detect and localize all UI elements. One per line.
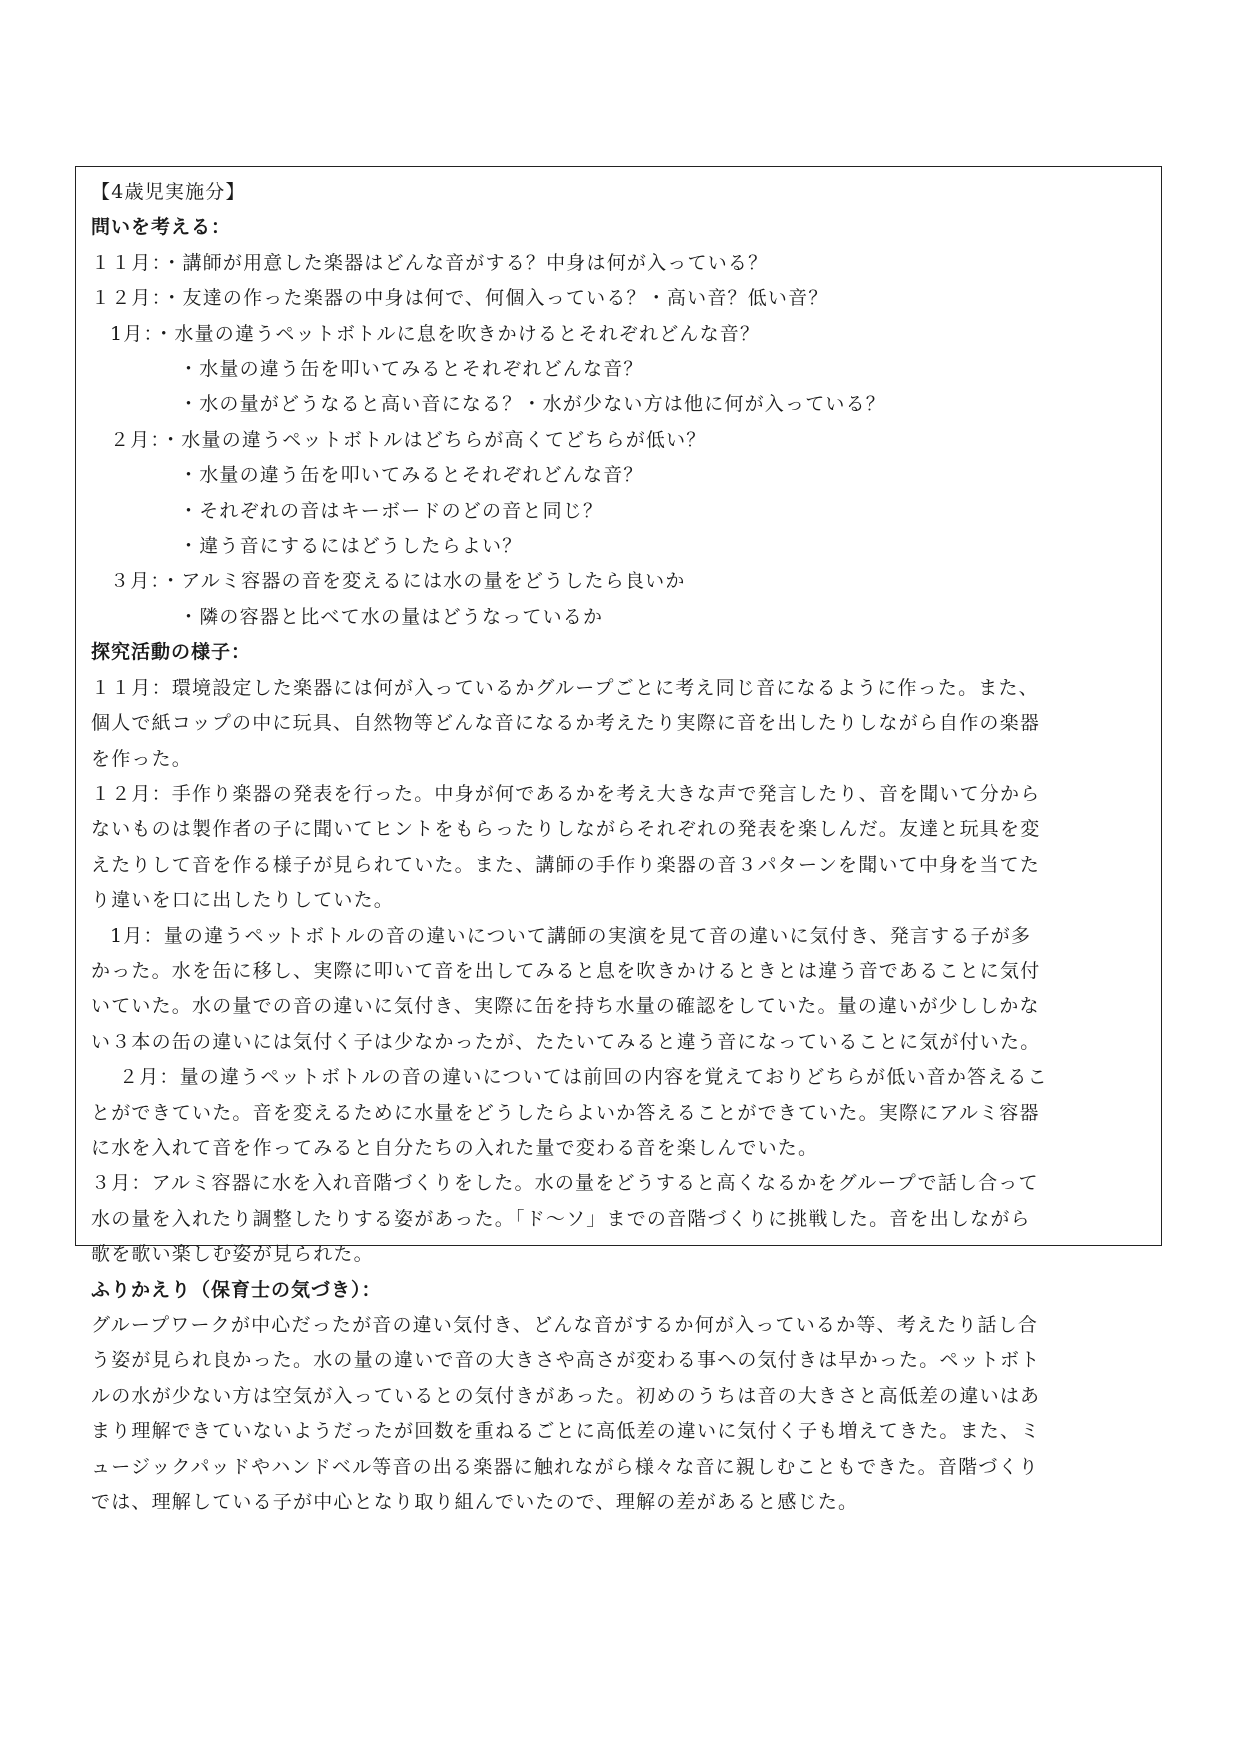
question-line: 1月：・水量の違うペットボトルに息を吹きかけるとそれぞれどんな音？	[110, 322, 761, 345]
activity-line: 1月：量の違うペットボトルの音の違いについて講師の実演を見て音の違いに気付き、発言する子が多	[110, 924, 1032, 947]
activity-line: い３本の缶の違いには気付く子は少なかったが、たたいてみると違う音になっていることに気が付いた。	[91, 1030, 1041, 1053]
activity-line: 水の量を入れたり調整したりする姿があった。「ド～ソ」までの音階づくりに挑戦した。音を出しながら	[91, 1207, 1031, 1230]
question-line: ２月：・水量の違うペットボトルはどちらが高くてどちらが低い？	[110, 428, 707, 451]
activity-line: 個人で紙コップの中に玩具、自然物等どんな音になるか考えたり実際に音を出したりしながら自作の楽器	[91, 712, 1041, 735]
activities-heading: 探究活動の様子：	[91, 641, 252, 664]
activity-line: ３月：アルミ容器に水を入れ音階づくりをした。水の量をどうすると高くなるかをグループで話し合って	[91, 1172, 1039, 1195]
question-line: ・違う音にするにはどうしたらよい？	[179, 535, 523, 558]
question-line: １２月：・友達の作った楽器の中身は何で、何個入っている？・高い音？低い音？	[91, 287, 829, 310]
reflection-line: う姿が見られ良かった。水の量の違いで音の大きさや高さが変わる事への気付きは早かった。ペットボト	[91, 1349, 1041, 1372]
activity-line: えたりして音を作る様子が見られていた。また、講師の手作り楽器の音３パターンを聞いて中身を当てた	[91, 853, 1041, 876]
reflection-line: グループワークが中心だったが音の違い気付き、どんな音がするか何が入っているか等、考えたり話し合	[91, 1314, 1039, 1336]
activity-line: １２月：手作り楽器の発表を行った。中身が何であるかを考え大きな声で発言したり、音を聞いて分から	[91, 782, 1041, 805]
question-line: ・それぞれの音はキーボードのどの音と同じ？	[179, 499, 604, 522]
reflection-line: ルの水が少ない方は空気が入っているとの気付きがあった。初めのうちは音の大きさと高低差の違いはあ	[91, 1384, 1041, 1407]
activity-line: 歌を歌い楽しむ姿が見られた。	[91, 1243, 374, 1266]
activity-line: ２月：量の違うペットボトルの音の違いについては前回の内容を覚えておりどちらが低い音か答えるこ	[119, 1066, 1048, 1089]
document-title: 【4歳児実施分】	[91, 181, 246, 203]
activity-line: １１月：環境設定した楽器には何が入っているかグループごとに考え同じ音になるように作った。また、	[91, 676, 1039, 699]
activity-line: を作った。	[91, 747, 193, 770]
questions-heading: 問いを考える：	[91, 216, 232, 239]
question-line: １１月：・講師が用意した楽器はどんな音がする？中身は何が入っている？	[91, 251, 769, 274]
reflection-heading: ふりかえり（保育士の気づき）：	[91, 1278, 382, 1301]
question-line: ３月：・アルミ容器の音を変えるには水の量をどうしたら良いか	[110, 570, 686, 593]
question-line: ・隣の容器と比べて水の量はどうなっているか	[179, 605, 604, 628]
activity-line: に水を入れて音を作ってみると自分たちの入れた量で変わる音を楽しんでいた。	[91, 1136, 819, 1159]
activity-line: り違いを口に出したりしていた。	[91, 889, 395, 912]
question-line: ・水量の違う缶を叩いてみるとそれぞれどんな音？	[179, 464, 644, 487]
report-box	[75, 166, 1162, 1514]
question-line: ・水量の違う缶を叩いてみるとそれぞれどんな音？	[179, 358, 644, 381]
reflection-line: ュージックパッドやハンドベル等音の出る楽器に触れながら様々な音に親しむこともできた。音階づくり	[91, 1455, 1039, 1478]
activity-line: とができていた。音を変えるために水量をどうしたらよいか答えることができていた。実際にアルミ容器	[91, 1101, 1040, 1124]
reflection-line: では、理解している子が中心となり取り組んでいたので、理解の差があると感じた。	[91, 1491, 859, 1514]
reflection-line: まり理解できていないようだったが回数を重ねるごとに高低差の違いに気付く子も増えてきた。また、ミ	[91, 1420, 1041, 1443]
activity-line: ないものは製作者の子に聞いてヒントをもらったりしながらそれぞれの発表を楽しんだ。友達と玩具を変	[91, 818, 1041, 841]
activity-line: いていた。水の量での音の違いに気付き、実際に缶を持ち水量の確認をしていた。量の違いが少ししかな	[91, 995, 1040, 1018]
activity-line: かった。水を缶に移し、実際に叩いて音を出してみると息を吹きかけるときとは違う音であることに気付	[91, 959, 1041, 982]
question-line: ・水の量がどうなると高い音になる？・水が少ない方は他に何が入っている？	[179, 393, 887, 416]
